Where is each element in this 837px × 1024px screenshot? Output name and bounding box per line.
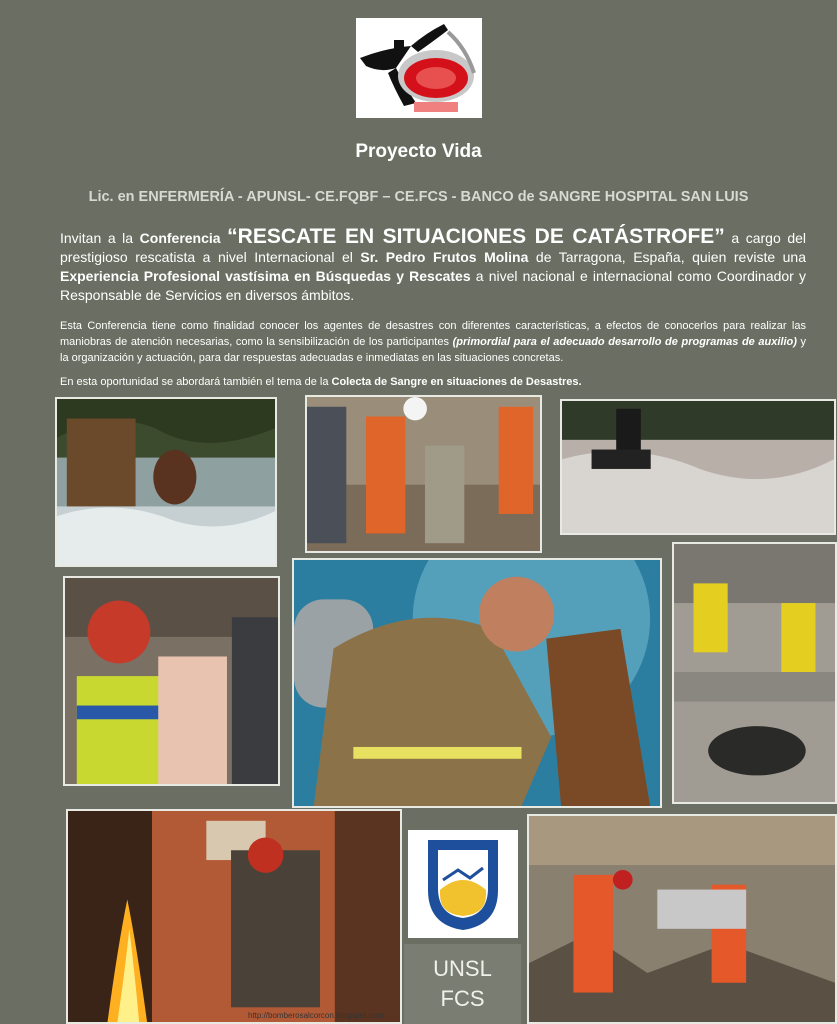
firefighter-fire-photo — [66, 809, 402, 1024]
badge-line-2: FCS — [440, 986, 485, 1011]
river-rescue-photo — [560, 399, 836, 535]
blood-drive-paragraph: En esta oportunidad se abordará también el tema de la Colecta de Sangre en situaciones de Desastres. — [60, 376, 582, 388]
organizers-line: Lic. en ENFERMERÍA - APUNSL- CE.FQBF – CE.FCS - BANCO de SANGRE HOSPITAL SAN LUIS — [88, 189, 749, 205]
rubble-search-photo — [672, 542, 837, 804]
unsl-fcs-badge — [404, 944, 521, 1024]
page-title: Proyecto Vida — [355, 141, 482, 162]
description-paragraph: Esta Conferencia tiene como finalidad conocer los agentes de desastres con diferentes características, a efectos de conocerlos para realizar las maniobras de atención necesarias, como la sensibilización de los participantes (primordial para el adecuado desarrollo de programas de auxilio) y la organización y actuación, para dar respuestas adecuadas e inmediatas en las situaciones concretas. — [60, 320, 807, 364]
firefighter-dog-photo — [292, 558, 662, 808]
invitation-paragraph: Invitan a la Conferencia “RESCATE EN SITUACIONES DE CATÁSTROFE” a cargo del prestigioso rescatista a nivel Internacional el Sr. Pedro Frutos Molina de Tarragona, España, quien reviste una Experiencia Profesional vastísima en Búsquedas y Rescates a nivel nacional e internacional como Coordinador y Responsable de Servicios en diversos ámbitos. — [60, 225, 806, 303]
unsl-shield-logo — [408, 830, 518, 938]
flood-child-photo — [55, 397, 277, 567]
photo-credit: http://bomberosalcorcon.blogspot.com — [248, 1011, 384, 1020]
rescuer-with-child-photo — [63, 576, 280, 786]
conference-title: “RESCATE EN SITUACIONES DE CATÁSTROFE” — [227, 225, 725, 248]
rescuers-rubble-photo — [305, 395, 542, 553]
debris-rescue-photo — [527, 814, 837, 1024]
proyecto-vida-logo — [356, 18, 482, 118]
badge-line-1: UNSL — [433, 956, 492, 981]
